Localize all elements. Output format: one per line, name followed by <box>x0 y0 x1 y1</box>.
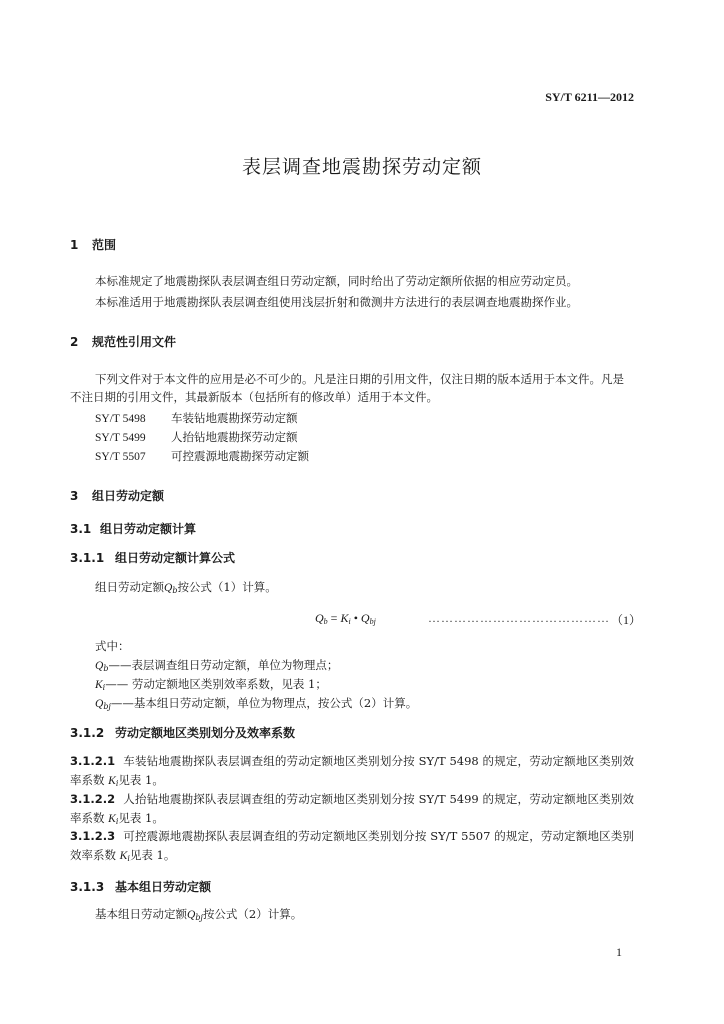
subscript: bj <box>103 702 111 711</box>
clause-number: 3.1.2.3 <box>70 829 116 843</box>
clause-3-1-2-2 <box>70 790 634 831</box>
reference-title: 人抬钻地震勘探劳动定额 <box>171 430 298 444</box>
definition-text: ——表层调查组日劳动定额，单位为物理点； <box>108 658 339 672</box>
formula-number: （1） <box>611 613 642 627</box>
subscript: i <box>102 683 106 692</box>
paragraph <box>70 578 632 600</box>
clause-text: 见表 1。 <box>129 848 176 862</box>
reference-code: SY/T 5499 <box>95 432 146 444</box>
subscript: i <box>115 779 119 788</box>
where-label: 式中： <box>95 639 130 653</box>
section-title: 组日劳动定额计算公式 <box>115 551 236 565</box>
section-2-heading <box>70 333 176 350</box>
page-title: 表层调查地震勘探劳动定额 <box>241 156 482 178</box>
variable: Q <box>164 582 173 594</box>
subscript: bj <box>195 913 203 922</box>
section-number: 2 <box>70 335 79 349</box>
reference-item <box>95 429 298 445</box>
definition-text: —— 劳动定额地区类别效率系数，见表 1； <box>105 677 327 691</box>
text-span: 基本组日劳动定额 <box>95 907 187 921</box>
clause-text: 人抬钻地震勘探队表层调查组的劳动定额地区类别划分按 SY/T 5499 的规定，劳动定额地区类别效率系数 <box>70 792 634 825</box>
clause-3-1-2-1 <box>70 752 634 793</box>
section-number: 3.1.2 <box>70 726 105 740</box>
clause-number: 3.1.2.2 <box>70 792 116 806</box>
symbol: K <box>95 679 103 691</box>
equals-sign: = <box>330 611 338 625</box>
subscript: bj <box>369 617 376 626</box>
reference-item <box>95 410 298 426</box>
section-number: 3.1.3 <box>70 880 105 894</box>
section-title: 范围 <box>92 238 117 252</box>
definition-line <box>95 695 417 711</box>
section-title: 组日劳动定额计算 <box>100 522 197 536</box>
subscript: i <box>127 854 130 863</box>
formula-q: Q <box>360 611 370 625</box>
subsection-3-1-3-heading <box>70 878 211 895</box>
text-span: 按公式（1）计算。 <box>177 580 277 594</box>
section-number: 1 <box>70 238 79 252</box>
definition-line <box>95 657 338 673</box>
reference-code: SY/T 5498 <box>95 413 146 425</box>
subsection-3-1-2-heading <box>70 724 295 741</box>
page-number: 1 <box>616 945 622 959</box>
subsection-3-1-1-heading <box>70 549 235 566</box>
section-title: 组日劳动定额 <box>92 489 165 503</box>
formula-k: K <box>340 611 349 625</box>
section-title: 劳动定额地区类别划分及效率系数 <box>115 726 296 740</box>
variable: Q <box>187 909 196 921</box>
leader-dots: …………………………………… <box>428 611 610 625</box>
definition-text: ——基本组日劳动定额，单位为物理点，按公式（2）计算。 <box>110 696 418 710</box>
formula-lhs: Q <box>315 611 324 625</box>
symbol: Q <box>95 698 104 710</box>
text-span: 按公式（2）计算。 <box>202 907 303 921</box>
clause-number: 3.1.2.1 <box>70 754 116 768</box>
formula-expression <box>315 611 376 626</box>
section-number: 3 <box>70 489 79 503</box>
paragraph: 本标准适用于地震勘探队表层调查组使用浅层折射和微测井方法进行的表层调查地震勘探作业。 <box>95 295 578 309</box>
section-title: 基本组日劳动定额 <box>115 880 212 894</box>
multiply-dot: • <box>353 611 358 625</box>
section-3-heading <box>70 487 164 504</box>
symbol: Q <box>95 660 104 672</box>
paragraph: 本标准规定了地震勘探队表层调查组日劳动定额，同时给出了劳动定额所依据的相应劳动定员。 <box>95 274 578 288</box>
clause-text: 车装钻地震勘探队表层调查组的劳动定额地区类别划分按 SY/T 5498 的规定，劳动定额地区类别效率系数 <box>70 754 634 787</box>
subscript: i <box>348 617 351 626</box>
section-number: 3.1.1 <box>70 551 105 565</box>
clause-text: 可控震源地震勘探队表层调查组的劳动定额地区类别划分按 SY/T 5507 的规定，劳动定额地区类别效率系数 <box>70 829 634 862</box>
variable: K <box>108 813 116 825</box>
reference-title: 可控震源地震勘探劳动定额 <box>171 449 309 463</box>
clause-text: 见表 1。 <box>118 811 164 825</box>
subsection-3-1-heading <box>70 520 196 537</box>
text-span: 组日劳动定额 <box>95 580 164 594</box>
subscript: b <box>103 664 109 673</box>
clause-3-1-2-3 <box>70 827 634 868</box>
definition-line <box>95 676 327 692</box>
clause-text: 见表 1。 <box>118 773 164 787</box>
reference-code: SY/T 5507 <box>95 451 146 463</box>
section-title: 规范性引用文件 <box>92 335 177 349</box>
reference-item <box>95 448 309 464</box>
section-number: 3.1 <box>70 522 92 536</box>
paragraph: 下列文件对于本文件的应用是必不可少的。凡是注日期的引用文件，仅注日期的版本适用于本文件。凡是不注日期的引用文件，其最新版本（包括所有的修改单）适用于本文件。 <box>70 372 624 404</box>
section-1-heading <box>70 236 116 253</box>
doc-code: SY/T 6211—2012 <box>545 90 634 104</box>
subscript: b <box>323 617 328 626</box>
subscript: b <box>172 586 178 595</box>
paragraph <box>70 905 632 927</box>
variable: K <box>119 850 128 862</box>
variable: K <box>108 775 116 787</box>
reference-title: 车装钻地震勘探劳动定额 <box>171 411 298 425</box>
subscript: i <box>115 817 119 826</box>
